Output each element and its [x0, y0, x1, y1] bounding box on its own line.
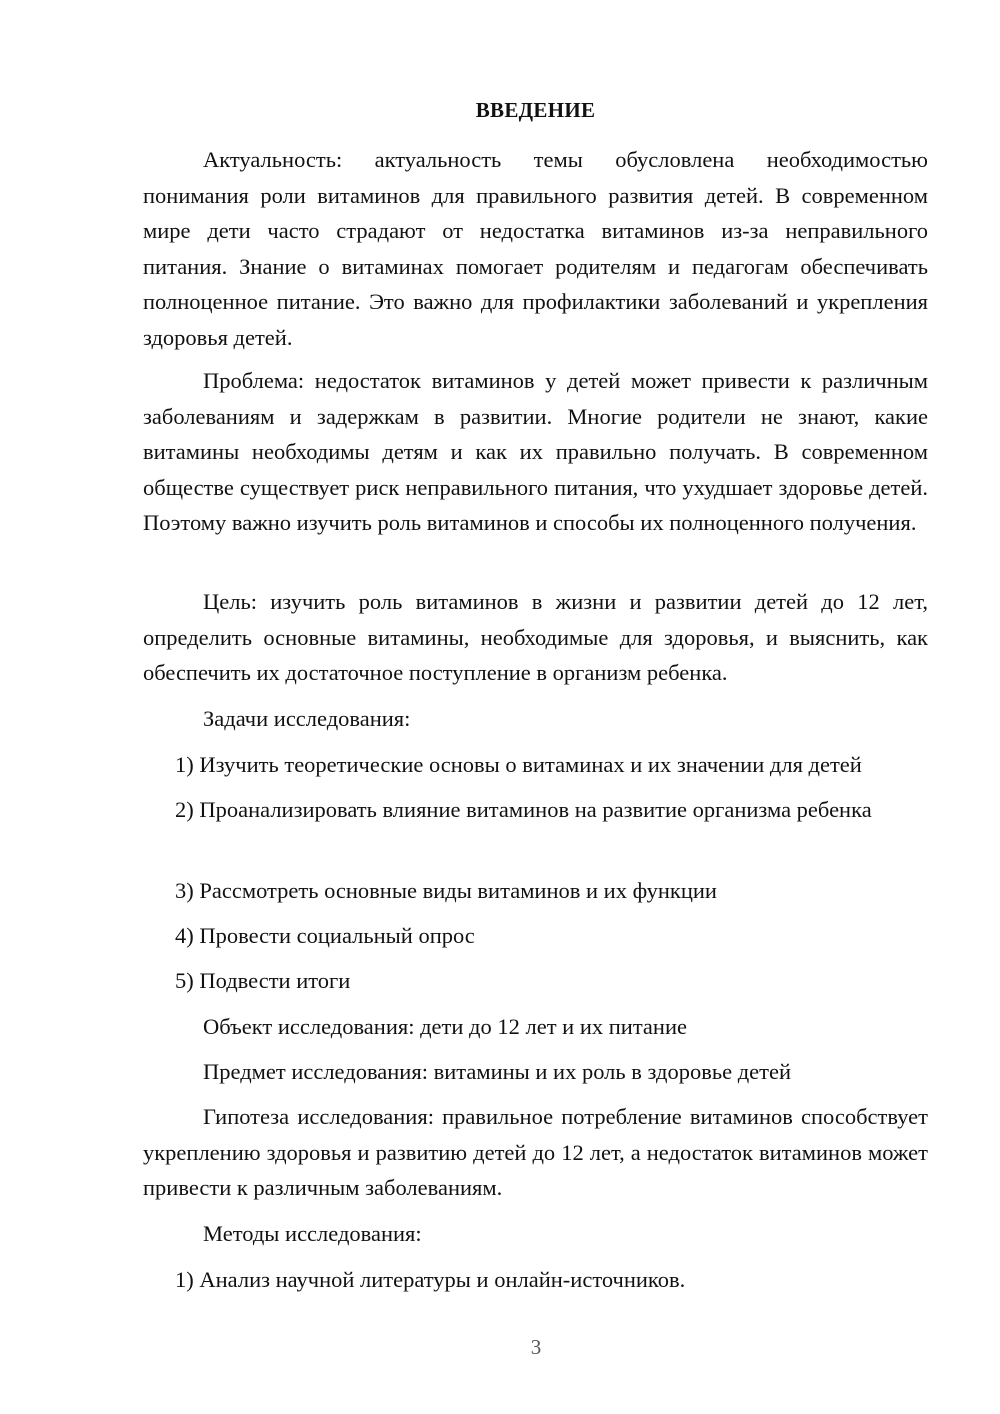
- method-item-1: 1) Анализ научной литературы и онлайн-источников.: [175, 1267, 686, 1292]
- task-item-3: 3) Рассмотреть основные виды витаминов и их функции: [175, 878, 717, 903]
- section-title: ВВЕДЕНИЕ: [475, 98, 596, 122]
- task-item-1: 1) Изучить теоретические основы о витаминах и их значении для детей: [175, 752, 862, 777]
- problem-paragraph: Проблема: недостаток витаминов у детей может привести к различным заболеваниям и задержкам в развитии. Многие родители не знают, какие витамины необходимы детям и как их правильно получать. В современном обществе существует риск неправильного питания, что ухудшает здоровье детей. Поэтому важно изучить роль витаминов и способы их полноценного получения.: [143, 368, 928, 535]
- methods-heading: Методы исследования:: [203, 1221, 422, 1246]
- page-number: 3: [530, 1335, 542, 1359]
- tasks-heading: Задачи исследования:: [203, 706, 411, 731]
- task-item-4: 4) Провести социальный опрос: [175, 923, 475, 948]
- subject-paragraph: Предмет исследования: витамины и их роль в здоровье детей: [203, 1059, 792, 1084]
- task-item-2: 2) Проанализировать влияние витаминов на развитие организма ребенка: [175, 797, 872, 822]
- task-item-5: 5) Подвести итоги: [175, 968, 351, 993]
- hypothesis-paragraph: Гипотеза исследования: правильное потребление витаминов способствует укреплению здоровья и развитию детей до 12 лет, а недостаток витаминов может привести к различным заболеваниям.: [143, 1104, 928, 1200]
- relevance-paragraph: Актуальность: актуальность темы обусловлена необходимостью понимания роли витаминов для правильного развития детей. В современном мире дети часто страдают от недостатка витаминов из-за неправильного питания. Знание о витаминах помогает родителям и педагогам обеспечивать полноценное питание. Это важно для профилактики заболеваний и укрепления здоровья детей.: [143, 147, 928, 350]
- goal-paragraph: Цель: изучить роль витаминов в жизни и развитии детей до 12 лет, определить основные витамины, необходимые для здоровья, и выяснить, как обеспечить их достаточное поступление в организм ребенка.: [143, 589, 928, 685]
- object-paragraph: Объект исследования: дети до 12 лет и их питание: [203, 1014, 687, 1039]
